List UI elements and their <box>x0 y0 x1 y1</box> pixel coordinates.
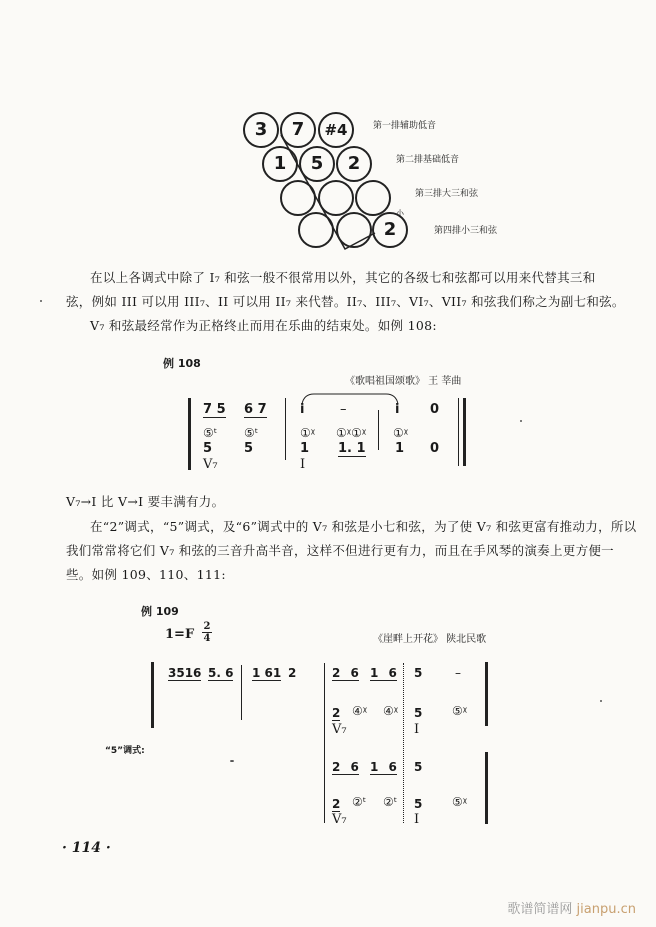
melody-note: 2 <box>288 666 297 680</box>
bass-note: 5 <box>203 441 213 456</box>
bass-note: 5 <box>414 706 423 720</box>
sustain-dash: – <box>340 402 347 417</box>
bass-button: ④ᵡ <box>383 704 399 718</box>
final-barline <box>463 398 466 466</box>
bass-button-circle: 3 <box>243 112 279 148</box>
melody-note: i <box>395 402 400 417</box>
bass-button-circle: 1 <box>262 146 298 182</box>
paragraph-line: 些。如例 109、110、111: <box>66 567 226 582</box>
print-speck <box>520 420 522 422</box>
barline-dotted <box>403 663 405 823</box>
song-source: 《歌唱祖国颂歌》 王 莘曲 <box>345 376 462 387</box>
bass-button: ①ᵡ <box>300 426 316 440</box>
bass-button-circle: #4 <box>318 112 354 148</box>
bass-button-circle: 7 <box>280 112 316 148</box>
left-bracket <box>151 662 154 728</box>
example-label: 例 108 <box>163 357 201 370</box>
bass-note: 1 <box>300 441 310 456</box>
bass-note: 5 <box>244 441 254 456</box>
melody-notes: 1 61 <box>252 666 282 680</box>
bass-button: ②ᵗ <box>383 795 398 809</box>
melody-notes: 1 6 <box>370 760 397 774</box>
bass-note: 2 <box>332 706 341 720</box>
site-watermark <box>507 898 636 917</box>
melody-notes: 7 5 <box>203 402 226 417</box>
melody-notes: 3516 <box>168 666 202 680</box>
minor-mark: 小 <box>396 209 404 218</box>
example-label: 例 109 <box>141 605 179 618</box>
row-label: 第三排大三和弦 <box>415 189 479 199</box>
rest: 0 <box>430 441 440 456</box>
melody-note: 5 <box>414 760 423 774</box>
final-barline <box>485 662 488 726</box>
melody-notes: 2 6 <box>332 666 359 680</box>
tie-icon <box>300 390 400 410</box>
row-label: 第二排基础低音 <box>396 155 460 165</box>
paragraph-line: V₇→I 比 V→I 要丰满有力。 <box>66 494 225 509</box>
melody-notes: 1 6 <box>370 666 397 680</box>
sustain-dash: – <box>455 666 461 680</box>
chord-symbol: V₇ <box>332 812 347 827</box>
melody-notes: 6 7 <box>244 402 267 417</box>
watermark-url: jianpu.cn <box>576 902 636 917</box>
bass-button-circle: 2 <box>372 212 408 248</box>
song-source: 《崖畔上开花》 陕北民歌 <box>373 634 487 645</box>
bass-button: ②ᵗ <box>352 795 367 809</box>
left-bracket <box>188 398 191 470</box>
bass-button-circle: 2 <box>336 146 372 182</box>
barline <box>241 665 242 720</box>
key-signature: 1=F <box>165 627 195 642</box>
barline <box>378 410 379 450</box>
chord-symbol: V₇ <box>203 457 218 472</box>
fingering-line-icon <box>0 0 656 300</box>
paragraph-line: 在以上各调式中除了 I₇ 和弦一般不很常用以外，其它的各级七和弦都可以用来代替其三和 <box>90 270 596 285</box>
chord-symbol: I <box>300 457 306 472</box>
row-label: 第一排辅助低音 <box>373 121 437 131</box>
watermark-site-name: 歌谱简谱网 <box>507 902 573 917</box>
melody-notes: 5. 6 <box>208 666 234 680</box>
final-barline <box>485 752 488 824</box>
chord-symbol: I <box>414 722 420 737</box>
print-speck <box>40 300 42 302</box>
final-barline-thin <box>458 398 459 466</box>
paragraph-line: 弦，例如 III 可以用 III₇、II 可以用 II₇ 来代替。II₇、III₇、VI₇、VII₇ 和弦我们称之为副七和弦。 <box>66 294 625 309</box>
bass-button: ①ᵡ①ᵡ <box>336 426 367 440</box>
melody-note: i <box>300 402 305 417</box>
bass-button: ①ᵡ <box>393 426 409 440</box>
bass-button: ⑤ᵗ <box>203 426 218 440</box>
mode-label: “5”调式: <box>105 746 145 756</box>
barline <box>324 663 325 823</box>
time-signature-top: 2 <box>203 621 211 632</box>
bass-note: 1 <box>395 441 405 456</box>
bass-note: 2 <box>332 797 341 811</box>
chord-symbol: I <box>414 812 420 827</box>
chord-symbol: V₇ <box>332 722 347 737</box>
row-label: 第四排小三和弦 <box>434 226 498 236</box>
print-speck <box>600 700 602 702</box>
bass-note: 1. 1 <box>338 441 366 456</box>
barline <box>285 398 286 460</box>
print-speck <box>230 760 234 762</box>
bass-button: ④ᵡ <box>352 704 368 718</box>
bass-button: ⑤ᵡ <box>452 704 468 718</box>
bass-button-circle: 5 <box>299 146 335 182</box>
paragraph-line: V₇ 和弦最经常作为正格终止而用在乐曲的结束处。如例 108: <box>90 318 437 333</box>
rest: 0 <box>430 402 440 417</box>
paragraph-line: 在“2”调式，“5”调式，及“6”调式中的 V₇ 和弦是小七和弦，为了使 V₇ 和弦更富有推动力，所以 <box>90 519 637 534</box>
paragraph-line: 我们常常将它们 V₇ 和弦的三音升高半音，这样不但进行更有力，而且在手风琴的演奏上更方便一 <box>66 543 614 558</box>
bass-button: ⑤ᵡ <box>452 795 468 809</box>
melody-note: 5 <box>414 666 423 680</box>
bass-button: ⑤ᵗ <box>244 426 259 440</box>
time-signature-bottom: 4 <box>203 633 211 644</box>
bass-note: 5 <box>414 797 423 811</box>
melody-notes: 2 6 <box>332 760 359 774</box>
page-number: · 114 · <box>62 840 111 856</box>
